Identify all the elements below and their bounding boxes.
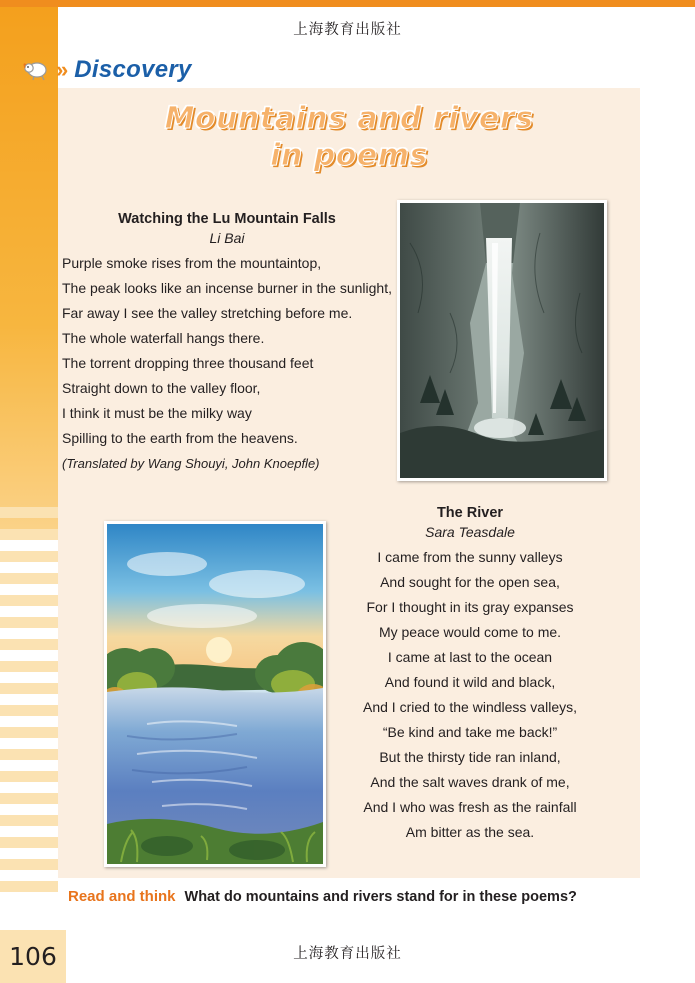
poem-line: The torrent dropping three thousand feet [62,355,314,371]
poem-line: And the salt waves drank of me, [370,774,570,790]
poem-lu-mountain-falls [62,211,392,476]
poem-line: And I who was fresh as the rainfall [363,799,577,815]
publisher-footer: 上海教育出版社 [293,946,402,962]
river-painting [104,521,326,867]
page-title-line1: Mountains and rivers [164,101,534,136]
poem-translation-credit: (Translated by Wang Shouyi, John Knoepfle) [62,456,320,471]
page-title-line2: in poems [270,138,428,173]
poem-line: “Be kind and take me back!” [382,724,558,740]
poem-line: The peak looks like an incense burner in the sunlight, [62,280,392,296]
sheep-icon [20,58,50,82]
band-solid [0,7,58,537]
waterfall-painting [397,200,607,481]
page-number: 106 [9,942,57,971]
poem-line: And I cried to the windless valleys, [363,699,577,715]
double-arrow-icon: » [56,57,66,82]
section-title: Discovery [74,56,192,83]
page-title [58,100,640,174]
poem-the-river [345,505,595,845]
poem-line: I think it must be the milky way [62,405,252,421]
discovery-header [20,55,192,85]
read-and-think-question: What do mountains and rivers stand for in these poems? [184,889,577,905]
band-stripes [0,507,58,907]
poem-line: For I thought in its gray expanses [366,599,574,615]
poem-title: The River [436,505,504,521]
poem-line: The whole waterfall hangs there. [62,330,265,346]
poem-author: Sara Teasdale [425,524,515,540]
poem-line: Am bitter as the sea. [405,824,535,840]
poem-line: Spilling to the earth from the heavens. [62,430,298,446]
read-and-think [68,888,577,905]
poem-line: And sought for the open sea, [380,574,560,590]
left-decorative-band [0,7,58,983]
poem-line: I came from the sunny valleys [377,549,563,565]
poem-line: Far away I see the valley stretching before me. [62,305,353,321]
poem-line: But the thirsty tide ran inland, [379,749,561,765]
poem-line: Straight down to the valley floor, [62,380,261,396]
top-rule [0,0,695,7]
poem-author: Li Bai [209,230,245,246]
poem-line: And found it wild and black, [384,674,556,690]
poem-line: Purple smoke rises from the mountaintop, [62,255,322,271]
publisher-header-top: 上海教育出版社 [293,22,402,38]
read-and-think-label: Read and think [68,888,176,905]
poem-line: My peace would come to me. [378,624,562,640]
poem-title: Watching the Lu Mountain Falls [118,211,336,227]
poem-line: I came at last to the ocean [387,649,553,665]
